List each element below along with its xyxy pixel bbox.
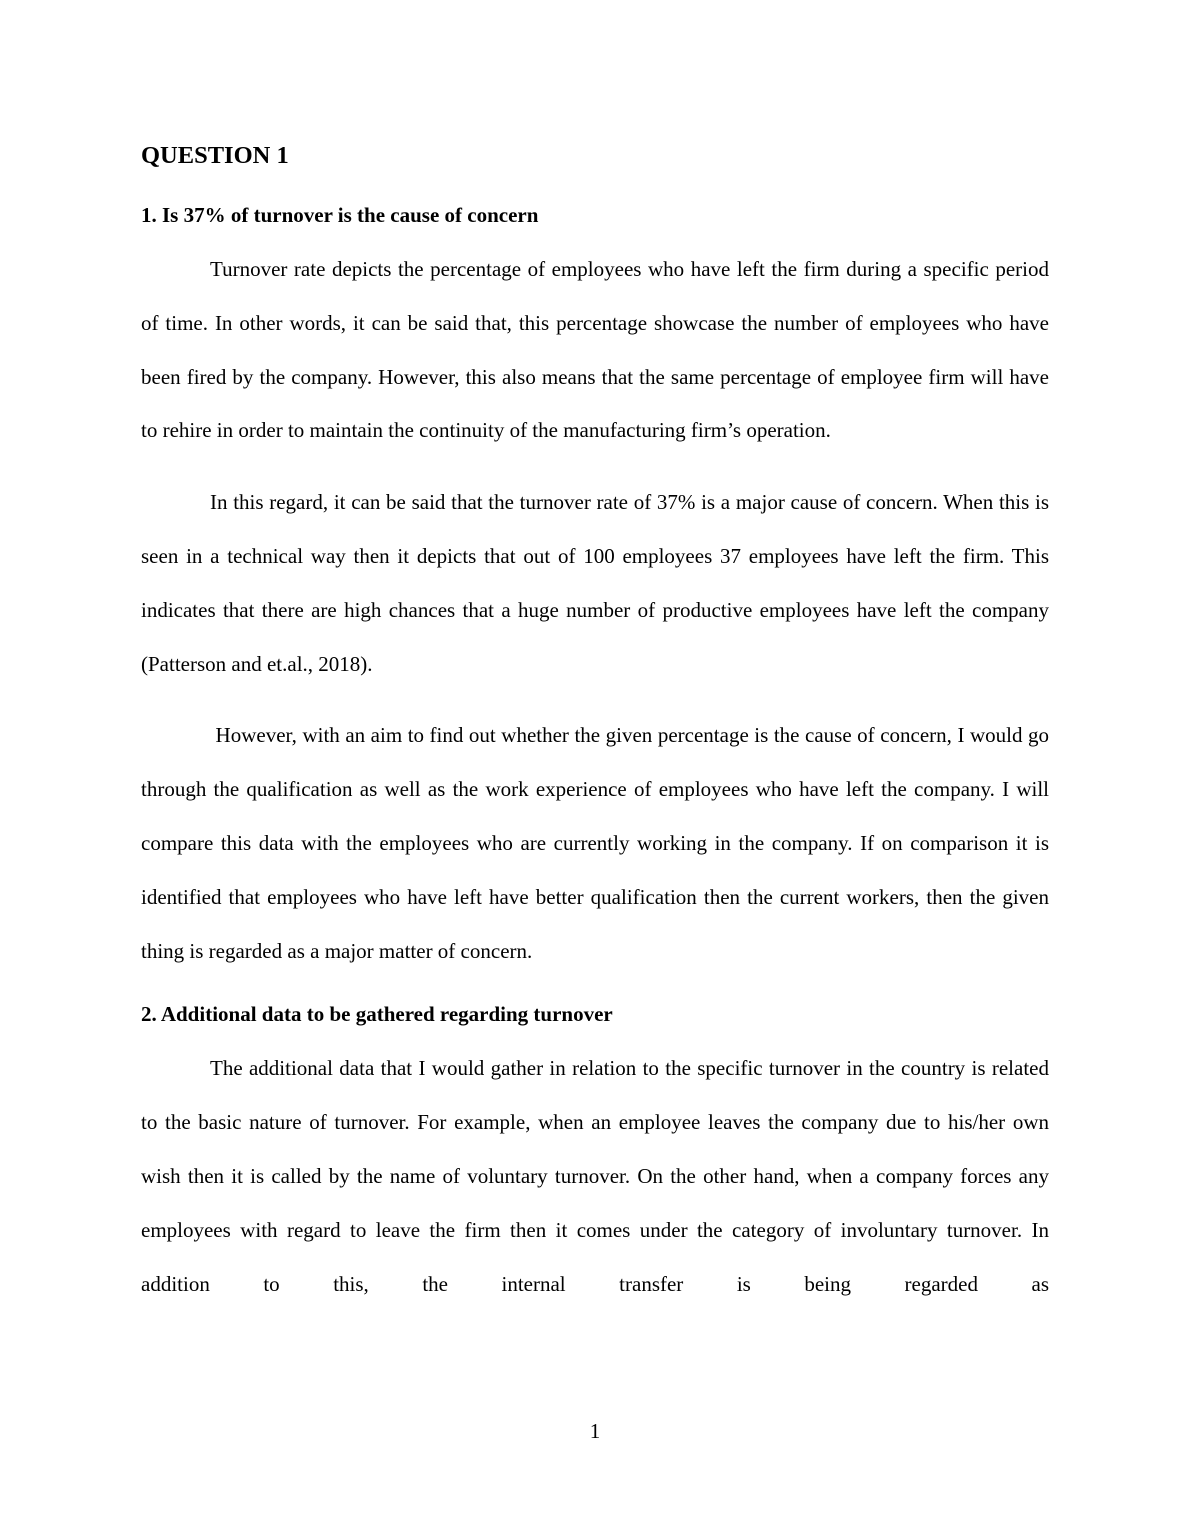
section-heading-1: 1. Is 37% of turnover is the cause of concern [141,203,539,227]
document-title: QUESTION 1 [141,142,289,169]
paragraph: However, with an aim to find out whether the given percentage is the cause of concern, I would go through the qualification as well as the work experience of employees who have left the company. I will compare this data with the employees who are currently working in the company. If on comparison it is identified that employees who have left have better qualification then the current workers, then the given thing is regarded as a major matter of concern. [141,723,1055,963]
page-number: 1 [589,1419,601,1443]
paragraph: Turnover rate depicts the percentage of employees who have left the firm during a specific period of time. In other words, it can be said that, this percentage showcase the number of employees who have been fired by the company. However, this also means that the same percentage of employee firm will have to rehire in order to maintain the continuity of the manufacturing firm’s operation. [141,257,1049,443]
paragraph: The additional data that I would gather in relation to the specific turnover in the country is related to the basic nature of turnover. For example, when an employee leaves the company due to his/her own wish then it is called by the name of voluntary turnover. On the other hand, when a company forces any employees with regard to leave the firm then it comes under the category of involuntary turnover. In addition to this, the internal transfer is being regarded as [141,1056,1049,1296]
paragraph: In this regard, it can be said that the turnover rate of 37% is a major cause of concern. When this is seen in a technical way then it depicts that out of 100 employees 37 employees have left the firm. This indicates that there are high chances that a huge number of productive employees have left the company (Patterson and et.al., 2018). [141,490,1049,676]
page-content [141,138,1055,1311]
section-heading-2: 2. Additional data to be gathered regarding turnover [141,1002,613,1027]
